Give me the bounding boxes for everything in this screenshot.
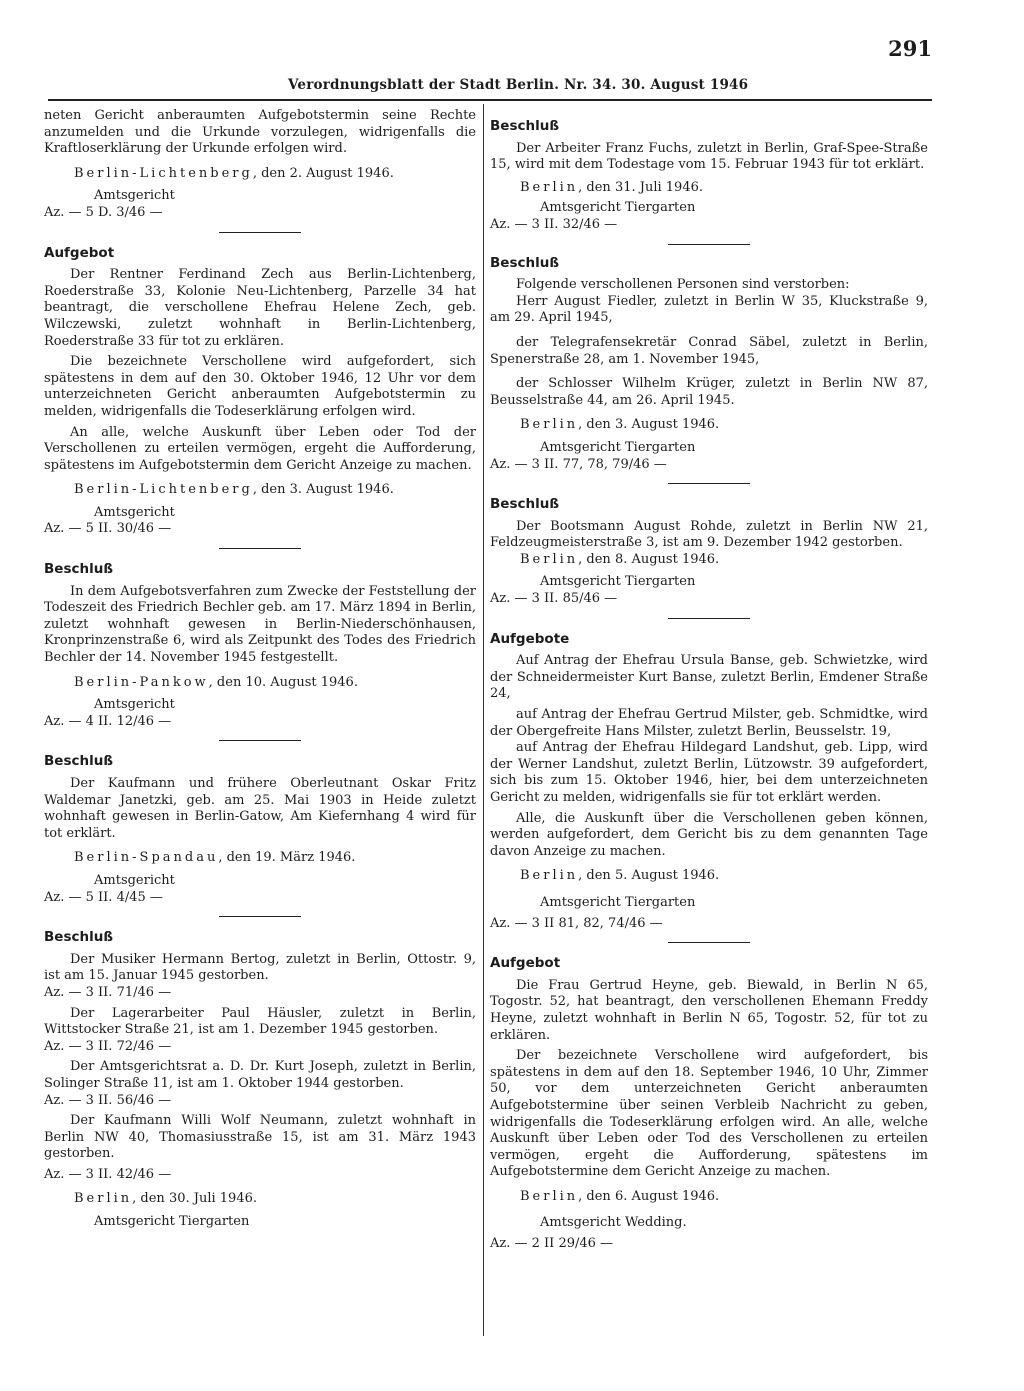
dateline-place: Berlin — [520, 179, 579, 195]
court-signature: Amtsgericht — [94, 504, 175, 520]
dateline-place: Berlin — [74, 1191, 133, 1207]
death-entry: der Schlosser Wilhelm Krüger, zuletzt in Berlin NW 87, Beusselstraße 44, am 26. April 1945. — [490, 376, 928, 408]
page-number: 291 — [888, 36, 932, 61]
dateline-place: Berlin-Pankow — [74, 674, 209, 690]
header-rule — [48, 99, 932, 101]
reference-number: Az. — 2 II 29/46 — — [490, 1236, 614, 1252]
death-entry: Der Kaufmann Willi Wolf Neumann, zuletzt wohnhaft in Berlin NW 40, Thomasiusstraße 15, ist am 31. März 1943 gestorben. — [44, 1113, 476, 1162]
dateline — [490, 417, 928, 434]
notice-paragraph: Der Kaufmann und frühere Oberleutnant Oskar Fritz Waldemar Janetzki, geb. am 25. Mai 1903 in Heide zuletzt wohnhaft gewesen in Berlin-Gatow, Am Kiefernhang 4 wird für tot erklärt. — [44, 776, 476, 841]
notice-paragraph: An alle, welche Auskunft über Leben oder Tod der Verschollenen zu erteilen vermögen, ergeht die Aufforderung, spätestens im Aufgebotstermin dem Gericht Anzeige zu machen. — [44, 424, 476, 473]
death-entry: Der Musiker Hermann Bertog, zuletzt in Berlin, Ottostr. 9, ist am 15. Januar 1945 gestorben. — [44, 951, 476, 984]
notice-title: Aufgebot — [490, 955, 561, 972]
notice-paragraph: In dem Aufgebotsverfahren zum Zwecke der Feststellung der Todeszeit des Friedrich Bechler geb. am 17. März 1894 in Berlin, zuletzt wohnhaft gewesen in Berlin-Niederschönhausen, Kronprinzenstraße 6, wird als Zeitpunkt des Todes des Friedrich Bechler der 14. November 1945 festgestellt. — [44, 583, 476, 666]
dateline-date: , den 31. Juli 1946. — [578, 179, 703, 195]
dateline — [490, 552, 928, 569]
dateline-place: Berlin — [520, 1188, 579, 1204]
court-signature: Amtsgericht Tiergarten — [540, 200, 696, 216]
dateline — [490, 180, 928, 197]
court-signature: Amtsgericht Tiergarten — [540, 439, 696, 455]
dateline-date: , den 8. August 1946. — [578, 551, 720, 567]
notice-paragraph: Der Bootsmann August Rohde, zuletzt in Berlin NW 21, Feldzeugmeisterstraße 3, ist am 9. Dezember 1942 gestorben. — [490, 518, 928, 551]
dateline — [44, 166, 476, 183]
dateline — [44, 1191, 476, 1208]
dateline-place: Berlin-Lichtenberg — [74, 482, 253, 498]
dateline-place: Berlin — [520, 551, 579, 567]
reference-number: Az. — 4 II. 12/46 — — [44, 713, 172, 729]
dateline — [44, 482, 476, 499]
notice-title: Aufgebot — [44, 244, 115, 261]
notice-title: Beschluß — [44, 929, 114, 946]
notice-paragraph: auf Antrag der Ehefrau Gertrud Milster, geb. Schmidtke, wird der Obergefreite Hans Milster, zuletzt Berlin, Beusselstr. 19, — [490, 707, 928, 739]
notice-paragraph: Die Frau Gertrud Heyne, geb. Biewald, in Berlin N 65, Togostr. 52, hat beantragt, den verschollenen Ehemann Freddy Heyne, zuletzt wohnhaft in Berlin N 65, Togostr. 52, für tot zu erklären. — [490, 977, 928, 1043]
notice-title: Beschluß — [490, 496, 560, 513]
death-entry: Der Lagerarbeiter Paul Häusler, zuletzt in Berlin, Wittstocker Straße 21, ist am 1. Dezember 1945 gestorben. — [44, 1005, 476, 1038]
court-signature: Amtsgericht — [94, 697, 175, 713]
court-signature: Amtsgericht — [94, 872, 175, 888]
dateline-date: , den 3. August 1946. — [578, 417, 720, 433]
notice-paragraph: Die bezeichnete Verschollene wird aufgefordert, sich spätestens in dem auf den 30. Oktober 1946, 12 Uhr vor dem unterzeichneten Gericht anberaumten Aufgebotstermin zu melden, widrigenfalls die Todeserklärung erfolgen wird. — [44, 354, 476, 419]
dateline-date: , den 30. Juli 1946. — [132, 1191, 257, 1207]
dateline — [44, 850, 476, 867]
dateline-place: Berlin-Spandau — [74, 850, 219, 866]
reference-number: Az. — 3 II. 72/46 — — [44, 1038, 172, 1054]
reference-number: Az. — 5 D. 3/46 — — [44, 204, 163, 220]
dateline-date: , den 2. August 1946. — [252, 165, 394, 181]
dateline-place: Berlin — [520, 868, 579, 884]
notice-title: Beschluß — [490, 254, 560, 271]
notice-paragraph: Auf Antrag der Ehefrau Ursula Banse, geb. Schwietzke, wird der Schneidermeister Kurt Banse, zuletzt Berlin, Emdener Straße 24, — [490, 653, 928, 702]
dateline-date: , den 3. August 1946. — [252, 482, 394, 498]
court-signature: Amtsgericht Tiergarten — [94, 1214, 250, 1230]
notice-title: Beschluß — [490, 118, 560, 134]
reference-number: Az. — 3 II. 56/46 — — [44, 1092, 172, 1108]
court-signature: Amtsgericht Tiergarten — [540, 894, 696, 910]
dateline — [490, 868, 928, 885]
notice-title: Beschluß — [44, 753, 114, 770]
notice-continuation: neten Gericht anberaumten Aufgebotstermin seine Rechte anzumelden und die Urkunde vorzulegen, widrigenfalls die Kraftloserklärung der Urkunde erfolgen wird. — [44, 108, 476, 157]
reference-number: Az. — 3 II 81, 82, 74/46 — — [490, 915, 663, 931]
dateline-date: , den 5. August 1946. — [578, 868, 720, 884]
reference-number: Az. — 3 II. 42/46 — — [44, 1166, 172, 1182]
notice-paragraph: Der Arbeiter Franz Fuchs, zuletzt in Berlin, Graf-Spee-Straße 15, wird mit dem Todestage vom 15. Februar 1943 für tot erklärt. — [490, 140, 928, 173]
death-entry: der Telegrafensekretär Conrad Säbel, zuletzt in Berlin, Spenerstraße 28, am 1. November 1945, — [490, 334, 928, 367]
notice-title: Aufgebote — [490, 630, 570, 647]
right-column — [490, 108, 928, 1253]
court-signature: Amtsgericht — [94, 188, 175, 204]
death-entry: Der Amtsgerichtsrat a. D. Dr. Kurt Joseph, zuletzt in Berlin, Solinger Straße 11, ist am 1. Oktober 1944 gestorben. — [44, 1059, 476, 1091]
dateline-date: , den 6. August 1946. — [578, 1188, 720, 1204]
court-signature: Amtsgericht Tiergarten — [540, 574, 696, 590]
page-header — [0, 0, 1024, 100]
notice-title: Beschluß — [44, 561, 114, 578]
reference-number: Az. — 5 II. 30/46 — — [44, 521, 172, 537]
reference-number: Az. — 3 II. 85/46 — — [490, 591, 618, 607]
notice-paragraph: Der Rentner Ferdinand Zech aus Berlin-Lichtenberg, Roederstraße 33, Kolonie Neu-Lichtenberg, Parzelle 34 hat beantragt, die verschollene Ehefrau Helene Zech, geb. Wilczewski, zuletzt wohnhaft in Berlin-Lichtenberg, Roederstraße 33 für tot zu erklären. — [44, 267, 476, 349]
reference-number: Az. — 3 II. 71/46 — — [44, 984, 172, 1000]
dateline-date: , den 10. August 1946. — [208, 674, 358, 690]
dateline — [44, 675, 476, 692]
death-entry: Herr August Fiedler, zuletzt in Berlin W 35, Kluckstraße 9, am 29. April 1945, — [490, 293, 928, 326]
reference-number: Az. — 5 II. 4/45 — — [44, 889, 163, 905]
running-title: Verordnungsblatt der Stadt Berlin. Nr. 34. 30. August 1946 — [288, 77, 749, 93]
dateline-place: Berlin-Lichtenberg — [74, 165, 253, 181]
notice-paragraph: auf Antrag der Ehefrau Hildegard Landshut, geb. Lipp, wird der Werner Landshut, zuletzt Berlin, Lützowstr. 39 aufgefordert, sich bis zum 15. Oktober 1946, hier, bei dem unterzeichneten Gericht zu melden, widrigenfalls sie für tot erklärt werden. — [490, 740, 928, 805]
court-signature: Amtsgericht Wedding. — [540, 1215, 687, 1231]
notice-paragraph: Alle, die Auskunft über die Verschollenen geben können, werden aufgefordert, dem Gericht bis zu dem genannten Tage davon Anzeige zu machen. — [490, 810, 928, 859]
dateline-place: Berlin — [520, 417, 579, 433]
notice-paragraph: Der bezeichnete Verschollene wird aufgefordert, bis spätestens in dem auf den 18. September 1946, 10 Uhr, Zimmer 50, vor dem unterzeichneten Gericht anberaumten Aufgebotstermine über seinen Verbleib Nachricht zu geben, widrigenfalls die Todeserklärung erfolgen wird. An alle, welche Auskunft über Leben oder Tod des Verschollenen zu erteilen vermögen, ergeht die Aufforderung, spätestens im Aufgebotstermine dem Gericht Anzeige zu machen. — [490, 1048, 928, 1180]
notice-paragraph: Folgende verschollenen Personen sind verstorben: — [516, 277, 850, 293]
reference-number: Az. — 3 II. 77, 78, 79/46 — — [490, 456, 667, 472]
reference-number: Az. — 3 II. 32/46 — — [490, 216, 618, 232]
dateline-date: , den 19. März 1946. — [218, 850, 356, 866]
left-column — [44, 108, 476, 1231]
dateline — [490, 1189, 928, 1206]
column-divider — [483, 104, 484, 1336]
